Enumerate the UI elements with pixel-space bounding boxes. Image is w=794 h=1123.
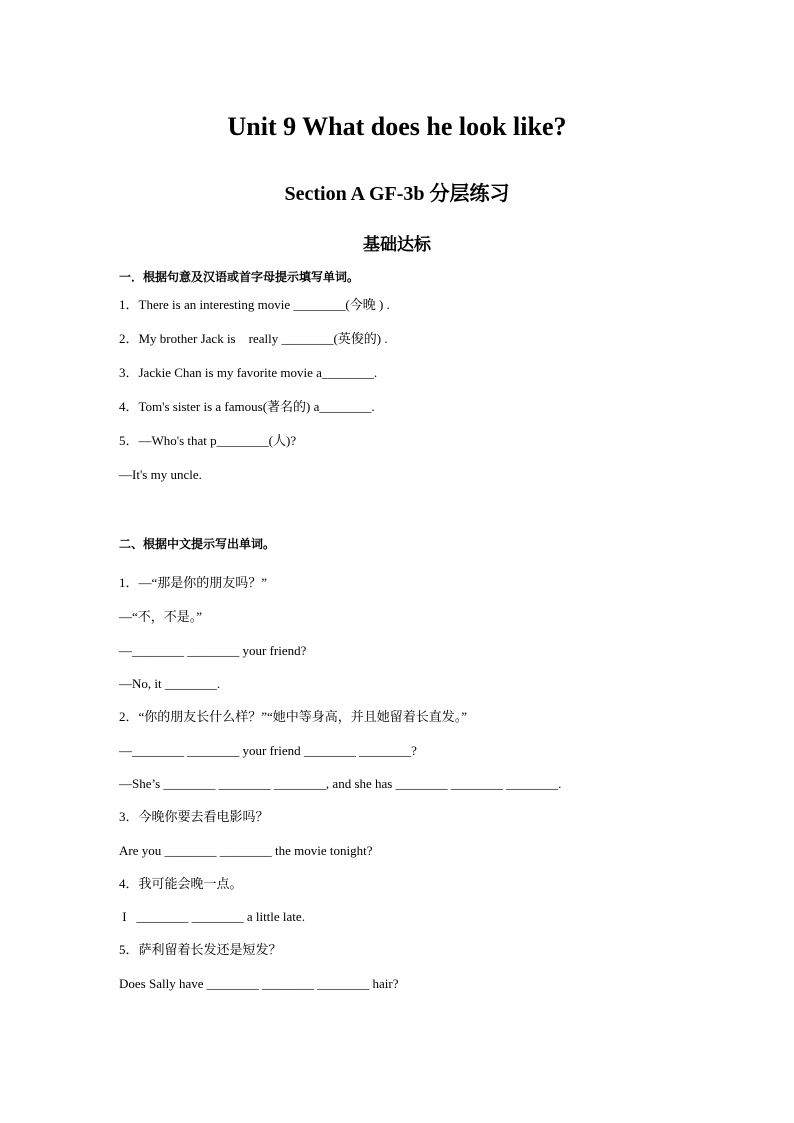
unit-title: Unit 9 What does he look like? xyxy=(227,112,567,141)
part1-item-3: 3．Jackie Chan is my favorite movie a________. xyxy=(119,365,378,380)
part1-heading: 一．根据句意及汉语或首字母提示填写单词。 xyxy=(119,270,360,284)
part2-item-2-blank-a: —________ ________ your friend ________ ________? xyxy=(119,743,417,758)
part1-item-1: 1．There is an interesting movie ________(今晚 ) . xyxy=(119,297,390,312)
part2-item-1-reply: —“不，不是。” xyxy=(119,609,203,624)
part2-item-2-blank-b: —She’s ________ ________ ________, and she has ________ ________ ________. xyxy=(119,776,562,791)
part2-item-1: 1．—“那是你的朋友吗？” xyxy=(119,575,268,590)
part2-item-5: 5．萨利留着长发还是短发？ xyxy=(119,942,282,957)
part2-item-3-blank: Are you ________ ________ the movie tonight? xyxy=(119,843,373,858)
part2-item-4-blank: I ________ ________ a little late. xyxy=(119,909,305,924)
section-subtitle: Section A GF-3b 分层练习 xyxy=(284,183,510,205)
part1-item-5: 5．—Who's that p________(人)? xyxy=(119,433,297,448)
part1-item-4: 4．Tom's sister is a famous(著名的) a________. xyxy=(119,399,375,414)
part2-heading: 二、根据中文提示写出单词。 xyxy=(119,537,276,551)
part2-item-5-blank: Does Sally have ________ ________ ________ hair? xyxy=(119,976,399,991)
part2-item-3: 3．今晚你要去看电影吗？ xyxy=(119,809,269,824)
part2-item-4: 4．我可能会晚一点。 xyxy=(119,876,243,891)
part1-item-5-answer: —It's my uncle. xyxy=(119,467,202,482)
part2-item-2: 2．“你的朋友长什么样？”“她中等身高，并且她留着长直发。” xyxy=(119,709,468,724)
part2-item-1-blank-a: —________ ________ your friend? xyxy=(119,643,307,658)
part1-item-2: 2．My brother Jack is really ________(英俊的) . xyxy=(119,331,388,346)
level-heading: 基础达标 xyxy=(363,235,431,254)
part2-item-1-blank-b: —No, it ________. xyxy=(119,676,221,691)
